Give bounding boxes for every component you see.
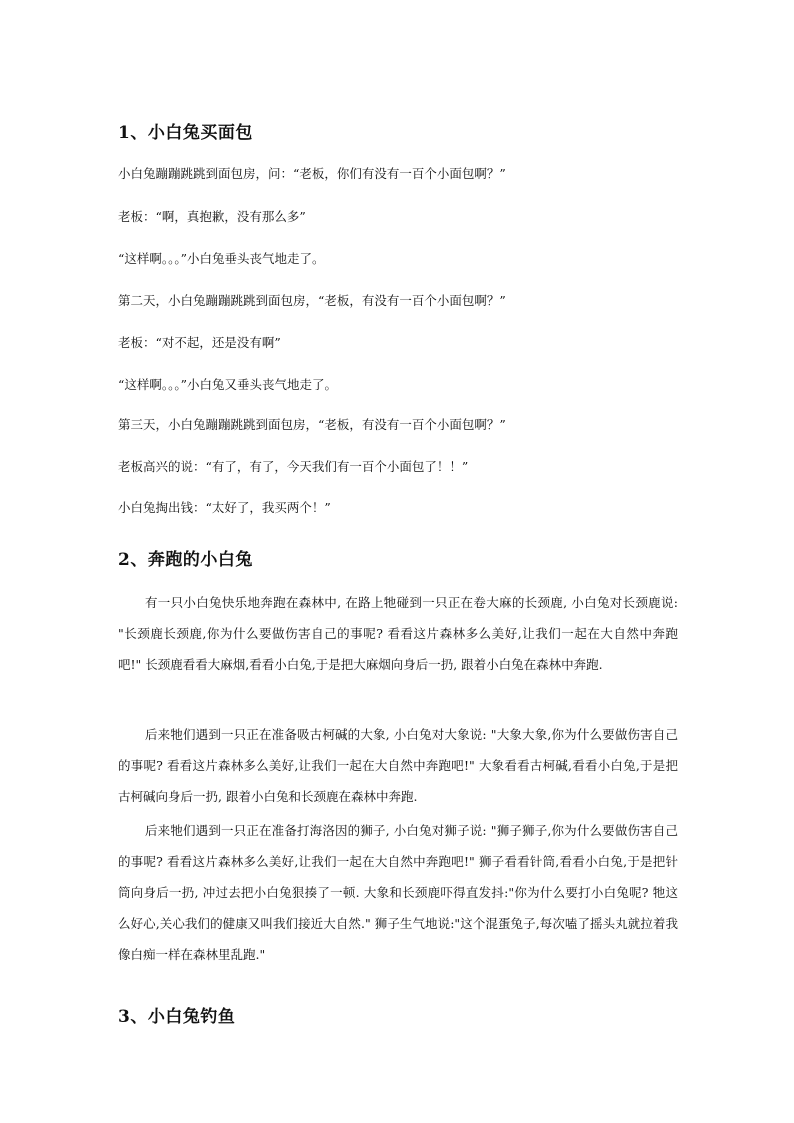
story-line: 老板：“啊，真抱歉，没有那么多” bbox=[118, 209, 306, 224]
section-heading-2: 2、奔跑的小白兔 bbox=[118, 550, 253, 570]
section-heading-1: 1、小白兔买面包 bbox=[118, 123, 253, 143]
story-line: 老板高兴的说：“有了，有了，今天我们有一百个小面包了！！” bbox=[118, 459, 469, 474]
story-paragraph: 后来牠们遇到一只正在准备打海洛因的狮子, 小白兔对狮子说: "狮子狮子,你为什么要做伤害自己的事呢? 看看这片森林多么美好,让我们一起在大自然中奔跑吧!" 狮子看看针筒,看看小白兔,于是把针筒向身后一扔, 冲过去把小白兔狠揍了一顿. 大象和长颈鹿吓得直发抖:"你为什么要打小白兔呢? 牠这么好心,关心我们的健康又叫我们接近大自然." 狮子生气地说:"这个混蛋兔子,每次嗑了摇头丸就拉着我 像白痴一样在森林里乱跑." bbox=[118, 823, 678, 962]
story-line: 老板：“对不起，还是没有啊” bbox=[118, 335, 281, 350]
story-line: “这样啊。。。”小白兔又垂头丧气地走了。 bbox=[118, 377, 338, 392]
story-line: 小白兔蹦蹦跳跳到面包房，问：“老板，你们有没有一百个小面包啊？” bbox=[118, 166, 506, 181]
story-line: “这样啊。。。”小白兔垂头丧气地走了。 bbox=[118, 251, 325, 266]
story-line: 小白兔掏出钱：“太好了，我买两个！” bbox=[118, 500, 331, 515]
story-line: 第二天，小白兔蹦蹦跳跳到面包房，“老板，有没有一百个小面包啊？” bbox=[118, 293, 506, 308]
story-paragraph: 有一只小白兔快乐地奔跑在森林中, 在路上牠碰到一只正在卷大麻的长颈鹿, 小白兔对长颈鹿说: "长颈鹿长颈鹿,你为什么要做伤害自己的事呢? 看看这片森林多么美好,让我们一起在大自然中奔跑吧!" 长颈鹿看看大麻烟,看看小白兔,于是把大麻烟向身后一扔, 跟着小白兔在森林中奔跑. bbox=[118, 595, 678, 672]
story-line: 第三天，小白兔蹦蹦跳跳到面包房，“老板，有没有一百个小面包啊？” bbox=[118, 417, 506, 432]
story-paragraph: 后来牠们遇到一只正在准备吸古柯碱的大象, 小白兔对大象说: "大象大象,你为什么要做伤害自己的事呢? 看看这片森林多么美好,让我们一起在大自然中奔跑吧!" 大象看看古柯碱,看看小白兔,于是把古柯碱向身后一扔, 跟着小白兔和长颈鹿在森林中奔跑. bbox=[118, 727, 678, 804]
section-heading-3: 3、小白兔钓鱼 bbox=[118, 1007, 236, 1027]
